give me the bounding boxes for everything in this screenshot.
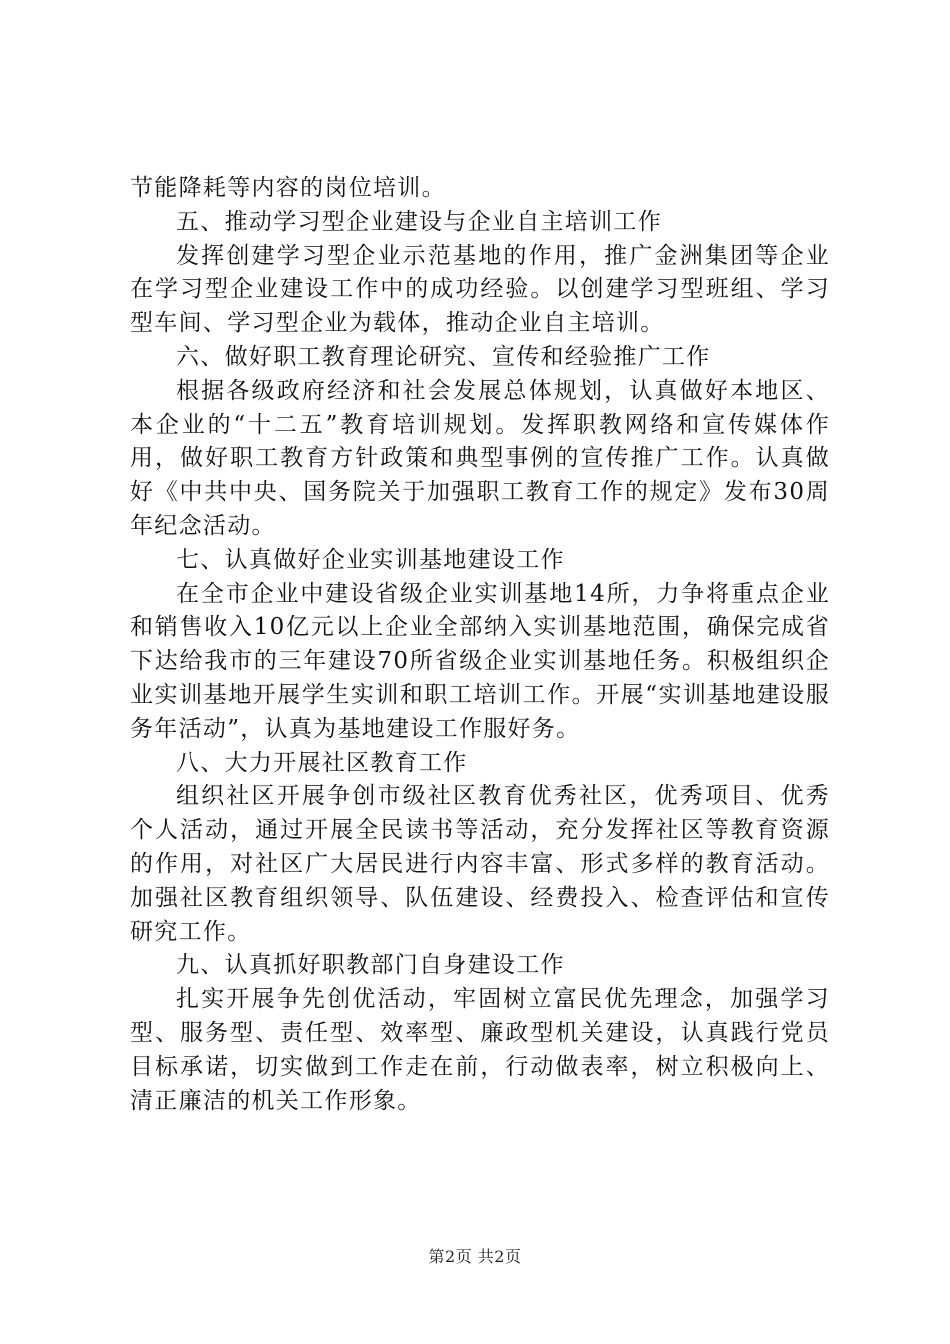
paragraph-section-5: 发挥创建学习型企业示范基地的作用，推广金洲集团等企业在学习型企业建设工作中的成功经验。以创建学习型班组、学习型车间、学习型企业为载体，推动企业自主培训。 [130, 242, 830, 337]
section-heading-8: 八、大力开展社区教育工作 [176, 749, 468, 776]
paragraph-section-6: 根据各级政府经济和社会发展总体规划，认真做好本地区、本企业的“十二五”教育培训规划。发挥职教网络和宣传媒体作用，做好职工教育方针政策和典型事例的宣传推广工作。认真做好《中共中央、国务院关于加强职工教育工作的规定》发布30周年纪念活动。 [130, 377, 830, 539]
document-body [130, 172, 830, 1118]
section-heading-5: 五、推动学习型企业建设与企业自主培训工作 [176, 208, 662, 235]
section-heading-6: 六、做好职工教育理论研究、宣传和经验推广工作 [176, 343, 711, 370]
paragraph-section-9: 扎实开展争先创优活动，牢固树立富民优先理念，加强学习型、服务型、责任型、效率型、廉政型机关建设，认真践行党员目标承诺，切实做到工作走在前，行动做表率，树立积极向上、清正廉洁的机关工作形象。 [130, 986, 830, 1114]
section-heading-7: 七、认真做好企业实训基地建设工作 [176, 546, 565, 573]
paragraph-continuation: 节能降耗等内容的岗位培训。 [130, 175, 446, 201]
paragraph-section-8: 组织社区开展争创市级社区教育优秀社区，优秀项目、优秀个人活动，通过开展全民读书等活动，充分发挥社区等教育资源的作用，对社区广大居民进行内容丰富、形式多样的教育活动。加强社区教育组织领导、队伍建设、经费投入、检查评估和宣传研究工作。 [130, 783, 830, 945]
page-number-footer: 第2页 共2页 [428, 1247, 522, 1266]
section-heading-9: 九、认真抓好职教部门自身建设工作 [176, 952, 565, 979]
paragraph-section-7: 在全市企业中建设省级企业实训基地14所，力争将重点企业和销售收入10亿元以上企业全部纳入实训基地范围，确保完成省下达给我市的三年建设70所省级企业实训基地任务。积极组织企业实训基地开展学生实训和职工培训工作。开展“实训基地建设服务年活动”，认真为基地建设工作服好务。 [130, 580, 830, 742]
